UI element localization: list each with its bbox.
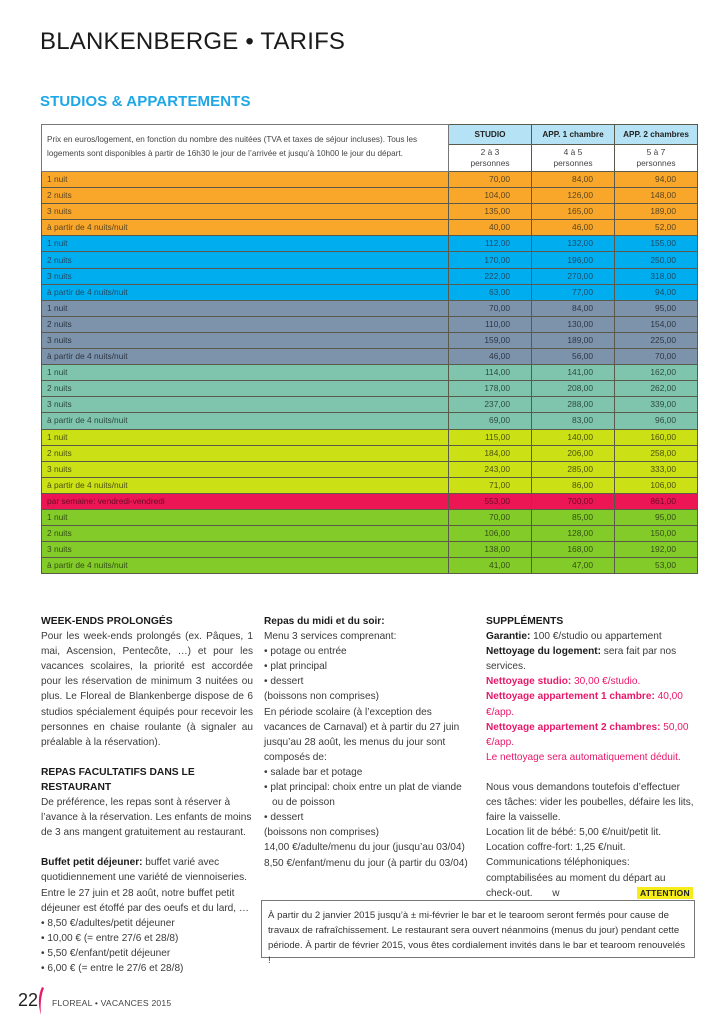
table-row xyxy=(42,236,698,252)
price-cell: 262,00 xyxy=(615,381,698,397)
menu-line: • potage ou entrée xyxy=(264,646,347,658)
price-cell: 237,00 xyxy=(449,397,532,413)
price-cell: 206,00 xyxy=(532,445,615,461)
table-row xyxy=(42,397,698,413)
garantie-line: Garantie: 100 €/studio ou appartement xyxy=(486,631,662,643)
price-cell: 318,00 xyxy=(615,268,698,284)
table-row xyxy=(42,365,698,381)
buffet-text: Buffet petit déjeuner: buffet varié avec quotidiennement une variété de viennoiseries. Entre le 27 juin et 28 août, notre buffet petit déjeuner est étoffé par des oeufs et du lard, … xyxy=(41,857,249,914)
row-label: 3 nuits xyxy=(42,461,449,477)
price-cell: 130,00 xyxy=(532,316,615,332)
price-cell: 339,00 xyxy=(615,397,698,413)
price-cell: 69,00 xyxy=(449,413,532,429)
row-label: 1 nuit xyxy=(42,365,449,381)
column-right xyxy=(486,614,698,901)
price-cell: 85,00 xyxy=(532,509,615,525)
price-table xyxy=(41,124,698,574)
price-cell: 115,00 xyxy=(449,429,532,445)
price-cell: 861,00 xyxy=(615,493,698,509)
menu-line: • salade bar et potage xyxy=(264,766,363,778)
menu-line: • dessert xyxy=(264,812,304,824)
publication-name: FLOREAL • VACANCES 2015 xyxy=(52,998,172,1008)
row-label: par semaine: vendredi-vendredi xyxy=(42,493,449,509)
table-row xyxy=(42,268,698,284)
price-cell: 184,00 xyxy=(449,445,532,461)
price-cell: 41,00 xyxy=(449,558,532,574)
table-row xyxy=(42,461,698,477)
extra-line: Location lit de bébé: 5,00 €/nuit/petit lit. xyxy=(486,827,662,839)
table-row xyxy=(42,477,698,493)
price-cell: 70,00 xyxy=(449,300,532,316)
price-cell: 94,00 xyxy=(615,172,698,188)
brand-mark-icon xyxy=(38,987,44,1015)
table-row xyxy=(42,381,698,397)
price-cell: 77,00 xyxy=(532,284,615,300)
row-label: à partir de 4 nuits/nuit xyxy=(42,220,449,236)
price-cell: 189,00 xyxy=(532,332,615,348)
price-cell: 70,00 xyxy=(449,172,532,188)
price-cell: 162,00 xyxy=(615,365,698,381)
table-intro: Prix en euros/logement, en fonction du nombre des nuitées (TVA et taxes de séjour incluses). Tous les logements sont disponibles à partir de 16h30 le jour de l’arrivée et jusqu’à 10h00 le jour du départ. xyxy=(42,125,449,172)
menu-price: 8,50 €/enfant/menu du jour (à partir du 03/04) xyxy=(264,857,468,869)
repas-text: De préférence, les repas sont à réserver à l’avance à la réservation. Les enfants de moins de 3 ans mangent gratuitement au restaurant. xyxy=(41,797,252,839)
price-cell: 250,00 xyxy=(615,252,698,268)
table-row xyxy=(42,332,698,348)
price-cell: 222,00 xyxy=(449,268,532,284)
price-cell: 159,00 xyxy=(449,332,532,348)
price-cell: 83,00 xyxy=(532,413,615,429)
price-cell: 553,00 xyxy=(449,493,532,509)
supplements-heading: SUPPLÉMENTS xyxy=(486,616,564,627)
period-text: En période scolaire (à l’exception des vacances de Carnaval) et à partir du 27 juin jusqu’au 28 août, les menus du jour sont composés de: xyxy=(264,706,460,763)
price-cell: 126,00 xyxy=(532,188,615,204)
row-label: à partir de 4 nuits/nuit xyxy=(42,558,449,574)
menu-line: (boissons non comprises) xyxy=(264,827,380,839)
menu-line: • plat principal xyxy=(264,661,328,673)
row-label: 3 nuits xyxy=(42,332,449,348)
price-cell: 70,00 xyxy=(615,349,698,365)
table-row xyxy=(42,220,698,236)
row-label: 1 nuit xyxy=(42,509,449,525)
row-label: 1 nuit xyxy=(42,429,449,445)
menu-line: Menu 3 services comprenant: xyxy=(264,631,397,643)
table-row xyxy=(42,413,698,429)
table-row xyxy=(42,542,698,558)
price-cell: 128,00 xyxy=(532,526,615,542)
row-label: 2 nuits xyxy=(42,381,449,397)
table-row xyxy=(42,445,698,461)
row-label: à partir de 4 nuits/nuit xyxy=(42,284,449,300)
price-cell: 150,00 xyxy=(615,526,698,542)
price-cell: 106,00 xyxy=(449,526,532,542)
price-cell: 225,00 xyxy=(615,332,698,348)
title-main: BLANKENBERGE xyxy=(40,28,239,55)
column-left xyxy=(41,614,253,976)
row-label: 2 nuits xyxy=(42,252,449,268)
table-row xyxy=(42,172,698,188)
price-cell: 132,00 xyxy=(532,236,615,252)
row-label: 2 nuits xyxy=(42,316,449,332)
price-cell: 192,00 xyxy=(615,542,698,558)
persons-app1: 4 à 5 personnes xyxy=(532,145,615,172)
price-cell: 135,00 xyxy=(449,204,532,220)
table-row xyxy=(42,204,698,220)
table-row xyxy=(42,316,698,332)
buffet-item: • 8,50 €/adultes/petit déjeuner xyxy=(41,917,175,929)
price-cell: 170,00 xyxy=(449,252,532,268)
price-cell: 71,00 xyxy=(449,477,532,493)
cleaning-note: Le nettoyage sera automatiquement déduit. xyxy=(486,751,681,763)
column-header-app2: APP. 2 chambres xyxy=(615,125,698,145)
price-cell: 84,00 xyxy=(532,172,615,188)
table-row xyxy=(42,349,698,365)
price-cell: 285,00 xyxy=(532,461,615,477)
price-cell: 148,00 xyxy=(615,188,698,204)
page-title xyxy=(40,28,345,56)
price-cell: 189,00 xyxy=(615,204,698,220)
buffet-item: • 10,00 € (= entre 27/6 et 28/8) xyxy=(41,932,179,944)
table-row xyxy=(42,300,698,316)
persons-app2: 5 à 7 personnes xyxy=(615,145,698,172)
price-cell: 165,00 xyxy=(532,204,615,220)
price-cell: 138,00 xyxy=(449,542,532,558)
cleaning-fee-line: Nettoyage studio: 30,00 €/studio. xyxy=(486,676,641,688)
repas-heading: REPAS FACULTATIFS DANS LE RESTAURANT xyxy=(41,766,195,793)
attention-badge: ATTENTION xyxy=(637,887,693,899)
cleaning-fee-line: Nettoyage appartement 2 chambres: 50,00 €/app. xyxy=(486,721,689,748)
row-label: 1 nuit xyxy=(42,172,449,188)
menu-line: • plat principal: choix entre un plat de viande ou de poisson xyxy=(264,782,462,809)
price-cell: 56,00 xyxy=(532,349,615,365)
persons-studio: 2 à 3 personnes xyxy=(449,145,532,172)
row-label: à partir de 4 nuits/nuit xyxy=(42,477,449,493)
table-row xyxy=(42,429,698,445)
attention-notice: À partir du 2 janvier 2015 jusqu’à ± mi-février le bar et le tearoom seront fermés pour cause de travaux de rafraîchissement. Le restaurant sera ouvert néanmoins (menus du jour) pendant cette période. À partir de février 2015, vous êtes cordialement invités dans le bar et tearoom renouvelés ! xyxy=(261,900,695,958)
price-cell: 160,00 xyxy=(615,429,698,445)
price-cell: 243,00 xyxy=(449,461,532,477)
row-label: 2 nuits xyxy=(42,526,449,542)
price-cell: 84,00 xyxy=(532,300,615,316)
table-row xyxy=(42,252,698,268)
price-cell: 178,00 xyxy=(449,381,532,397)
repas-midi-heading: Repas du midi et du soir: xyxy=(264,616,385,627)
section-title: STUDIOS & APPARTEMENTS xyxy=(40,93,251,110)
price-cell: 40,00 xyxy=(449,220,532,236)
price-cell: 208,00 xyxy=(532,381,615,397)
price-cell: 104,00 xyxy=(449,188,532,204)
price-cell: 110,00 xyxy=(449,316,532,332)
buffet-item: • 5,50 €/enfant/petit déjeuner xyxy=(41,947,171,959)
table-row xyxy=(42,493,698,509)
row-label: à partir de 4 nuits/nuit xyxy=(42,349,449,365)
cleaning-fee-line: Nettoyage appartement 1 chambre: 40,00 €/app. xyxy=(486,691,683,718)
price-cell: 112,00 xyxy=(449,236,532,252)
table-row xyxy=(42,509,698,525)
price-cell: 168,00 xyxy=(532,542,615,558)
column-header-studio: STUDIO xyxy=(449,125,532,145)
title-sub: TARIFS xyxy=(260,28,346,55)
row-label: 3 nuits xyxy=(42,204,449,220)
price-cell: 155,00 xyxy=(615,236,698,252)
price-cell: 333,00 xyxy=(615,461,698,477)
price-cell: 140,00 xyxy=(532,429,615,445)
price-cell: 258,00 xyxy=(615,445,698,461)
price-table-body xyxy=(42,172,698,574)
price-cell: 96,00 xyxy=(615,413,698,429)
menu-line: (boissons non comprises) xyxy=(264,691,380,703)
row-label: à partir de 4 nuits/nuit xyxy=(42,413,449,429)
price-cell: 700,00 xyxy=(532,493,615,509)
price-cell: 47,00 xyxy=(532,558,615,574)
price-cell: 106,00 xyxy=(615,477,698,493)
row-label: 3 nuits xyxy=(42,542,449,558)
weekends-heading: WEEK-ENDS PROLONGÉS xyxy=(41,616,173,627)
buffet-item: • 6,00 € (= entre le 27/6 et 28/8) xyxy=(41,962,184,974)
price-cell: 94,00 xyxy=(615,284,698,300)
title-separator: • xyxy=(245,28,254,55)
price-cell: 53,00 xyxy=(615,558,698,574)
price-cell: 270,00 xyxy=(532,268,615,284)
tasks-text: Nous vous demandons toutefois d’effectuer ces tâches: vider les poubelles, défaire les lits, faire la vaisselle. xyxy=(486,781,694,824)
menu-price: 14,00 €/adulte/menu du jour (jusqu’au 03/04) xyxy=(264,842,465,854)
price-cell: 95,00 xyxy=(615,300,698,316)
price-cell: 52,00 xyxy=(615,220,698,236)
price-cell: 86,00 xyxy=(532,477,615,493)
table-row xyxy=(42,526,698,542)
price-cell: 63,00 xyxy=(449,284,532,300)
price-cell: 46,00 xyxy=(449,349,532,365)
price-cell: 288,00 xyxy=(532,397,615,413)
price-cell: 70,00 xyxy=(449,509,532,525)
nettoyage-line: Nettoyage du logement: sera fait par nos services. xyxy=(486,646,677,673)
weekends-text: Pour les week-ends prolongés (ex. Pâques, 1 mai, Ascension, Pentecôte, …) et pour les vacances scolaires, la priorité est accordée pour les réservation de minimum 3 nuitées ou plus. Le Floreal de Blankenberge dispose de 6 studios spécialement équipés pour recevoir les personnes en chaise roulante (à signaler au préalable à la réservation). xyxy=(41,631,253,748)
price-cell: 95,00 xyxy=(615,509,698,525)
price-cell: 46,00 xyxy=(532,220,615,236)
row-label: 2 nuits xyxy=(42,445,449,461)
page-number: 22 xyxy=(18,990,39,1010)
price-cell: 196,00 xyxy=(532,252,615,268)
price-cell: 141,00 xyxy=(532,365,615,381)
price-cell: 154,00 xyxy=(615,316,698,332)
menu-line: • dessert xyxy=(264,676,304,688)
row-label: 2 nuits xyxy=(42,188,449,204)
row-label: 1 nuit xyxy=(42,236,449,252)
row-label: 1 nuit xyxy=(42,300,449,316)
column-middle xyxy=(264,614,472,871)
table-row xyxy=(42,188,698,204)
row-label: 3 nuits xyxy=(42,268,449,284)
extra-line: Communications téléphoniques: comptabilisées au moment du départ au check-out. w xyxy=(486,857,669,899)
column-header-app1: APP. 1 chambre xyxy=(532,125,615,145)
row-label: 3 nuits xyxy=(42,397,449,413)
table-row xyxy=(42,558,698,574)
extra-line: Location coffre-fort: 1,25 €/nuit. xyxy=(486,842,626,854)
table-row xyxy=(42,284,698,300)
price-cell: 114,00 xyxy=(449,365,532,381)
